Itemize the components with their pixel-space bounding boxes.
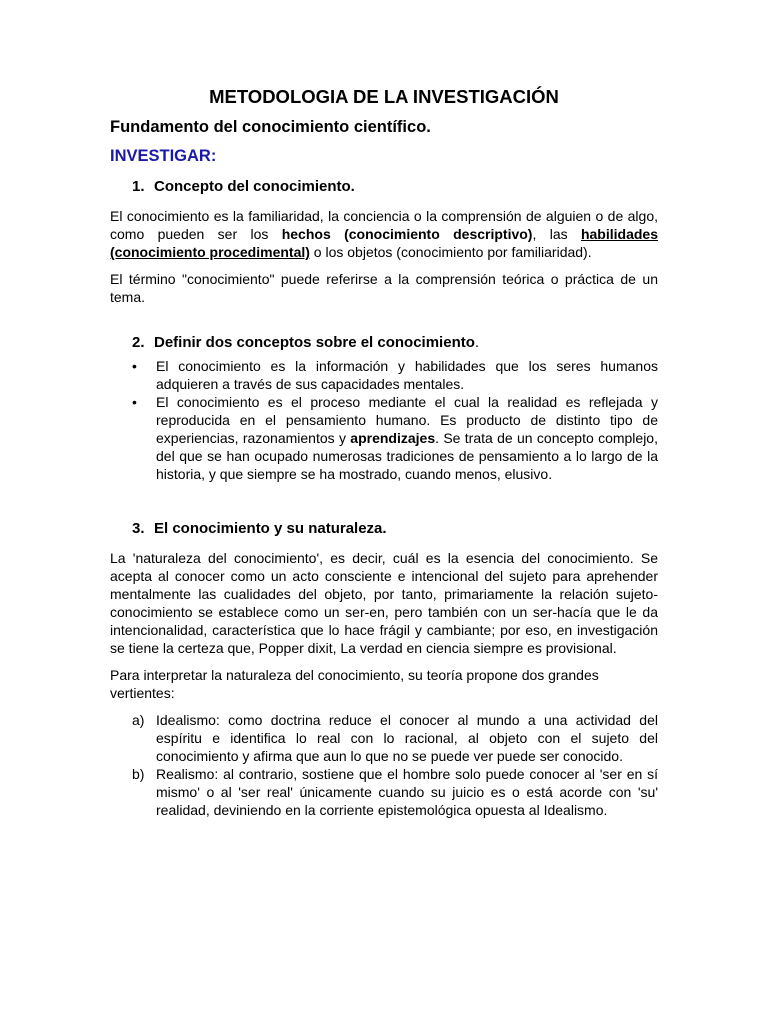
heading-number: 3. [132, 520, 145, 537]
heading-text: El conocimiento y su naturaleza. [154, 520, 387, 537]
bullet-icon: • [132, 394, 137, 410]
document-title: METODOLOGIA DE LA INVESTIGACIÓN [209, 86, 559, 107]
list-item-text: El conocimiento es la información y habilidades que los seres humanos adquieren a través de sus capacidades mentales. [156, 358, 658, 392]
section-heading: INVESTIGAR: [110, 147, 217, 165]
paragraph-concepto: El conocimiento es la familiaridad, la conciencia o la comprensión de alguien o de algo, como pueden ser los hechos (conocimiento descriptivo), las habilidades (conocimiento procedimental) o los objetos (conocimiento por familiaridad). [110, 208, 658, 260]
document-subtitle: Fundamento del conocimiento científico. [110, 118, 431, 136]
bold-descriptivo: (conocimiento descriptivo) [344, 226, 533, 242]
list-item [110, 765, 658, 819]
list-item-text: Idealismo: como doctrina reduce el conocer al mundo a una actividad del espíritu e identifica lo real con lo racional, al objeto con el sujeto del conocimiento y afirma que aun lo que no se puede ver puede ser conocido. [156, 712, 658, 764]
list-marker: a) [132, 712, 145, 728]
paragraph-termino: El término "conocimiento" puede referirse a la comprensión teórica o práctica de un tema. [110, 271, 658, 305]
heading-definir: 2. Definir dos conceptos sobre el conocimiento. [110, 334, 658, 351]
definitions-list [110, 357, 658, 483]
link-habilidades[interactable]: habilidades [580, 226, 658, 242]
list-item [110, 357, 658, 393]
heading-number: 1. [132, 178, 145, 195]
bullet-icon: • [132, 358, 137, 374]
paragraph-naturaleza: La 'naturaleza del conocimiento', es decir, cuál es la esencia del conocimiento. Se acepta al conocer como un acto consciente e intencional del sujeto para aprehender mentalmente las cualidades del objeto, por tanto, primariamente la relación sujeto-conocimiento se establece como un ser-en, pero también con un ser-hacía que le da intencionalidad, característica que lo hace frágil y cambiante; por eso, en investigación se tiene la certeza que, Popper dixit, La verdad en ciencia siempre es provisional. [110, 550, 658, 656]
vertientes-list [110, 711, 658, 819]
heading-concepto [110, 178, 658, 195]
link-procedimental[interactable]: (conocimiento procedimental) [110, 244, 310, 260]
heading-text: Definir dos conceptos sobre el conocimiento [154, 334, 475, 351]
heading-naturaleza [110, 520, 658, 537]
heading-number: 2. [132, 334, 145, 351]
bold-aprendizajes: aprendizajes [350, 430, 436, 446]
list-item [110, 711, 658, 765]
list-marker: b) [132, 766, 145, 782]
list-item [110, 393, 658, 483]
heading-text: Concepto del conocimiento. [154, 178, 355, 195]
list-item-text: El conocimiento es el proceso mediante el cual la realidad es reflejada y reproducida en el pensamiento humano. Es producto de distinto tipo de experiencias, razonamientos y aprendizajes. Se trata de un concepto complejo, del que se han ocupado numerosas tradiciones de pensamiento a lo largo de la historia, y que siempre se ha mostrado, cuando menos, elusivo. [156, 394, 658, 482]
bold-hechos: hechos [281, 226, 331, 242]
list-item-text: Realismo: al contrario, sostiene que el hombre solo puede conocer al 'ser en sí mismo' o al 'ser real' únicamente cuando su juicio es o está acorde con 'su' realidad, deviniendo en la corriente epistemológica opuesta al Idealismo. [156, 766, 658, 818]
paragraph-interpretar: Para interpretar la naturaleza del conocimiento, su teoría propone dos grandes vertientes: [110, 667, 599, 701]
